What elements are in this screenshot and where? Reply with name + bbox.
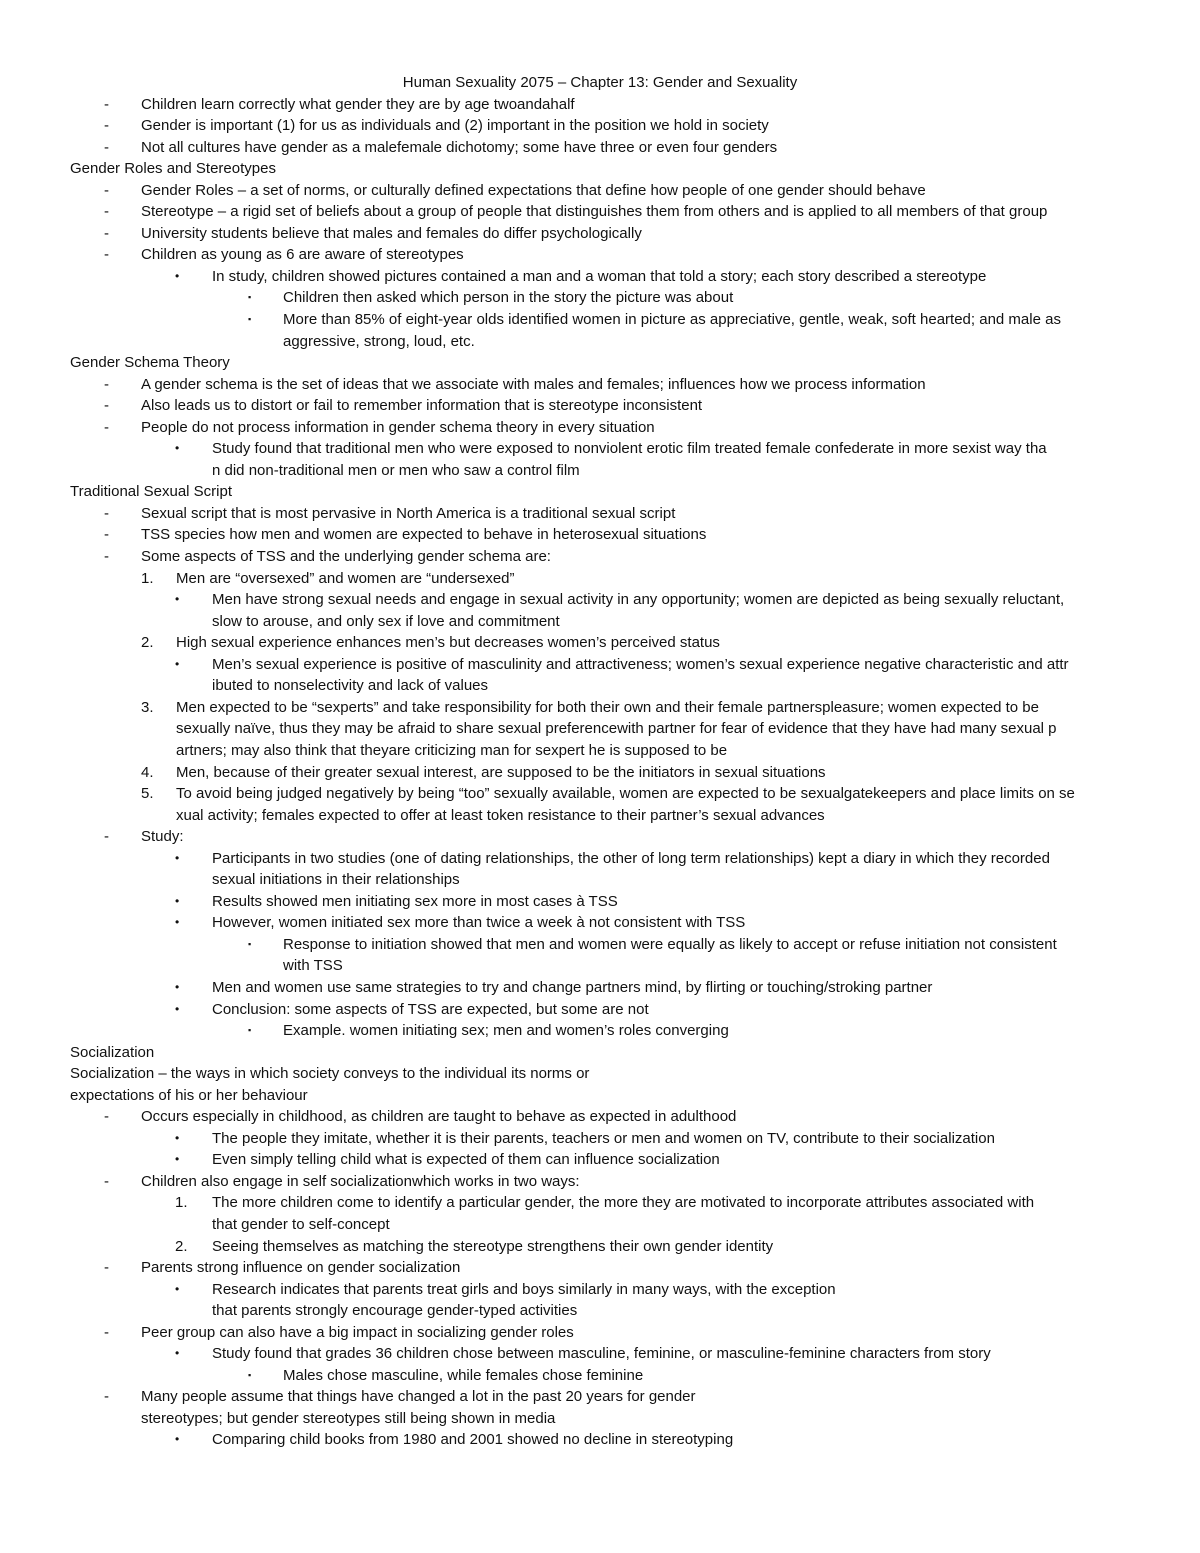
outline-line [0,869,1200,891]
outline-line [0,1429,1200,1451]
outline-line [0,115,1200,137]
outline-line [0,848,1200,870]
item-text: artners; may also think that theyare criticizing man for sexpert he is supposed to be [176,741,728,759]
outline-line [0,826,1200,848]
outline-line [0,805,1200,827]
outline-line [0,1279,1200,1301]
item-text: Comparing child books from 1980 and 2001 showed no decline in stereotyping [212,1431,734,1449]
outline-line [0,1408,1200,1430]
item-text: Men expected to be “sexperts” and take responsibility for both their own and their female partnerspleasure; women expected to be [176,698,1039,716]
outline-line [0,395,1200,417]
outline-line [0,180,1200,202]
item-text: Gender Roles – a set of norms, or culturally defined expectations that define how people of one gender should behave [141,181,926,199]
outline-line [0,611,1200,633]
outline-line [0,762,1200,784]
item-text: University students believe that males and females do differ psychologically [141,224,642,242]
item-text: Research indicates that parents treat girls and boys similarly in many ways, with the exception [212,1280,836,1298]
item-text: aggressive, strong, loud, etc. [283,332,475,350]
bullet-marker: • [175,1281,180,1296]
item-text: Sexual script that is most pervasive in North America is a traditional sexual script [141,504,676,522]
item-text: sexual initiations in their relationships [212,871,460,889]
outline-line [0,1106,1200,1128]
section-text: Socialization [70,1043,155,1061]
outline-line [0,1343,1200,1365]
item-text: Many people assume that things have changed a lot in the past 20 years for gender [141,1388,696,1406]
outline-line [0,546,1200,568]
outline-line [0,287,1200,309]
item-text: Participants in two studies (one of dating relationships, the other of long term relationships) kept a diary in which they recorded [212,849,1050,867]
item-text: Parents strong influence on gender socialization [141,1259,461,1277]
outline-line [0,568,1200,590]
item-text: Occurs especially in childhood, as children are taught to behave as expected in adulthood [141,1108,737,1126]
outline-line [0,481,1200,503]
dash-marker: - [104,418,109,436]
item-text: ibuted to nonselectivity and lack of values [212,677,488,695]
outline-line [0,352,1200,374]
section-text: Gender Schema Theory [70,354,230,372]
bullet-marker: • [175,979,180,994]
item-text: with TSS [283,957,343,975]
outline-line [0,417,1200,439]
outline-line [0,1192,1200,1214]
outline-line [0,697,1200,719]
bullet-marker: • [175,1346,180,1361]
outline-line [0,460,1200,482]
outline-line [0,1085,1200,1107]
outline-line [0,912,1200,934]
bullet-marker: • [175,1130,180,1145]
item-text: In study, children showed pictures contained a man and a woman that told a story; each story described a stereotype [212,267,987,285]
outline-line [0,718,1200,740]
outline-line [0,1365,1200,1387]
dash-marker: - [104,95,109,113]
outline-line [0,1300,1200,1322]
section-text: Traditional Sexual Script [70,483,233,501]
outline-line [0,1020,1200,1042]
bullet-marker: • [175,1432,180,1447]
bullet-marker: • [175,915,180,930]
outline-line [0,589,1200,611]
item-text: Peer group can also have a big impact in socializing gender roles [141,1323,574,1341]
dash-marker: - [104,548,109,566]
dash-marker: - [104,203,109,221]
item-text: Results showed men initiating sex more in most cases à TSS [212,892,618,910]
bullet-marker: ▪ [248,314,252,325]
outline-line [0,266,1200,288]
bullet-marker: • [175,268,180,283]
outline-line [0,977,1200,999]
item-text: n did non-traditional men or men who saw a control film [212,461,580,479]
item-text: Also leads us to distort or fail to remember information that is stereotype inconsistent [141,397,703,415]
section-text: Socialization – the ways in which society conveys to the individual its norms or [70,1065,590,1083]
item-text: Even simply telling child what is expected of them can influence socialization [212,1151,720,1169]
item-text: Men’s sexual experience is positive of masculinity and attractiveness; women’s sexual experience negative characteristic and attr [212,655,1069,673]
item-text: Gender is important (1) for us as individuals and (2) important in the position we hold in society [141,117,769,135]
dash-marker: - [104,224,109,242]
item-text: People do not process information in gender schema theory in every situation [141,418,655,436]
outline-line [0,740,1200,762]
outline-line [0,331,1200,353]
bullet-marker: • [175,1152,180,1167]
outline-line [0,632,1200,654]
outline-line [0,94,1200,116]
outline-line [0,934,1200,956]
item-text: Children as young as 6 are aware of stereotypes [141,246,464,264]
item-text: stereotypes; but gender stereotypes still being shown in media [141,1409,556,1427]
number-marker: 2. [141,634,154,652]
dash-marker: - [104,504,109,522]
outline-line [0,438,1200,460]
item-text: Children learn correctly what gender they are by age twoandahalf [141,95,575,113]
item-text: xual activity; females expected to offer at least token resistance to their partner’s sexual advances [176,806,825,824]
dash-marker: - [104,1323,109,1341]
outline-line [0,309,1200,331]
item-text: sexually naïve, thus they may be afraid to share sexual preferencewith partner for fear of evidence that they have had many sexual p [176,720,1057,738]
item-text: Conclusion: some aspects of TSS are expected, but some are not [212,1000,649,1018]
bullet-marker: • [175,893,180,908]
dash-marker: - [104,117,109,135]
document-title: Human Sexuality 2075 – Chapter 13: Gender and Sexuality [402,74,798,91]
outline-line [0,1149,1200,1171]
outline-line [0,137,1200,159]
item-text: TSS species how men and women are expected to behave in heterosexual situations [141,526,707,544]
outline-line [0,891,1200,913]
bullet-marker: • [175,656,180,671]
bullet-marker: ▪ [248,1025,252,1036]
item-text: Men have strong sexual needs and engage in sexual activity in any opportunity; women are depicted as being sexually reluctant, [212,591,1065,609]
bullet-marker: ▪ [248,938,252,949]
document-page [0,72,1200,1451]
number-marker: 2. [175,1237,188,1255]
item-text: Children then asked which person in the story the picture was about [283,289,734,307]
bullet-marker: • [175,592,180,607]
item-text: slow to arouse, and only sex if love and commitment [212,612,560,630]
outline-line [0,654,1200,676]
outline-line [0,1257,1200,1279]
dash-marker: - [104,138,109,156]
item-text: Study found that grades 36 children chose between masculine, feminine, or masculine-feminine characters from story [212,1345,991,1363]
dash-marker: - [104,375,109,393]
outline-line [0,374,1200,396]
item-text: that gender to self-concept [212,1215,390,1233]
dash-marker: - [104,828,109,846]
bullet-marker: • [175,441,180,456]
outline-line [0,503,1200,525]
item-text: Men, because of their greater sexual interest, are supposed to be the initiators in sexual situations [176,763,826,781]
number-marker: 3. [141,698,154,716]
item-text: More than 85% of eight-year olds identified women in picture as appreciative, gentle, weak, soft hearted; and male as [283,311,1061,329]
item-text: However, women initiated sex more than twice a week à not consistent with TSS [212,914,746,932]
item-text: Study found that traditional men who were exposed to nonviolent erotic film treated female confederate in more sexist way tha [212,440,1047,458]
outline-line [0,1128,1200,1150]
outline-line [0,1171,1200,1193]
item-text: High sexual experience enhances men’s but decreases women’s perceived status [176,634,720,652]
dash-marker: - [104,181,109,199]
outline-line [0,158,1200,180]
number-marker: 4. [141,763,154,781]
dash-marker: - [104,1172,109,1190]
outline-line [0,244,1200,266]
dash-marker: - [104,397,109,415]
item-text: Some aspects of TSS and the underlying gender schema are: [141,548,551,566]
number-marker: 5. [141,785,154,803]
bullet-marker: ▪ [248,292,252,303]
item-text: The people they imitate, whether it is their parents, teachers or men and women on TV, contribute to their socialization [212,1129,995,1147]
outline-line [0,524,1200,546]
outline-line [0,783,1200,805]
outline-line [0,223,1200,245]
bullet-marker: ▪ [248,1369,252,1380]
outline-line [0,201,1200,223]
outline-line [0,1236,1200,1258]
outline-line [0,675,1200,697]
item-text: Children also engage in self socializationwhich works in two ways: [141,1172,580,1190]
bullet-marker: • [175,1001,180,1016]
item-text: Seeing themselves as matching the stereotype strengthens their own gender identity [212,1237,774,1255]
item-text: The more children come to identify a particular gender, the more they are motivated to incorporate attributes associated with [212,1194,1035,1212]
item-text: Men are “oversexed” and women are “undersexed” [176,569,515,587]
number-marker: 1. [141,569,154,587]
number-marker: 1. [175,1194,188,1212]
item-text: Not all cultures have gender as a malefemale dichotomy; some have three or even four genders [141,138,778,156]
item-text: that parents strongly encourage gender-typed activities [212,1302,578,1320]
dash-marker: - [104,1388,109,1406]
dash-marker: - [104,1259,109,1277]
section-text: Gender Roles and Stereotypes [70,160,276,178]
item-text: Study: [141,828,184,846]
outline-line [0,999,1200,1021]
item-text: A gender schema is the set of ideas that we associate with males and females; influences how we process information [141,375,926,393]
dash-marker: - [104,1108,109,1126]
item-text: Men and women use same strategies to try and change partners mind, by flirting or touching/stroking partner [212,978,933,996]
outline-line [0,1042,1200,1064]
item-text: Response to initiation showed that men and women were equally as likely to accept or refuse initiation not consistent [283,935,1057,953]
item-text: Stereotype – a rigid set of beliefs about a group of people that distinguishes them from others and is applied to all members of that group [141,203,1048,221]
bullet-marker: • [175,850,180,865]
outline-line [0,1063,1200,1085]
dash-marker: - [104,526,109,544]
item-text: Example. women initiating sex; men and women’s roles converging [283,1022,729,1040]
dash-marker: - [104,246,109,264]
outline-list [0,94,1200,1451]
item-text: Males chose masculine, while females chose feminine [283,1366,644,1384]
outline-line [0,1322,1200,1344]
outline-line [0,1214,1200,1236]
item-text: To avoid being judged negatively by being “too” sexually available, women are expected to be sexualgatekeepers and place limits on se [176,785,1075,803]
outline-line [0,955,1200,977]
outline-line [0,1386,1200,1408]
section-text: expectations of his or her behaviour [70,1086,308,1104]
